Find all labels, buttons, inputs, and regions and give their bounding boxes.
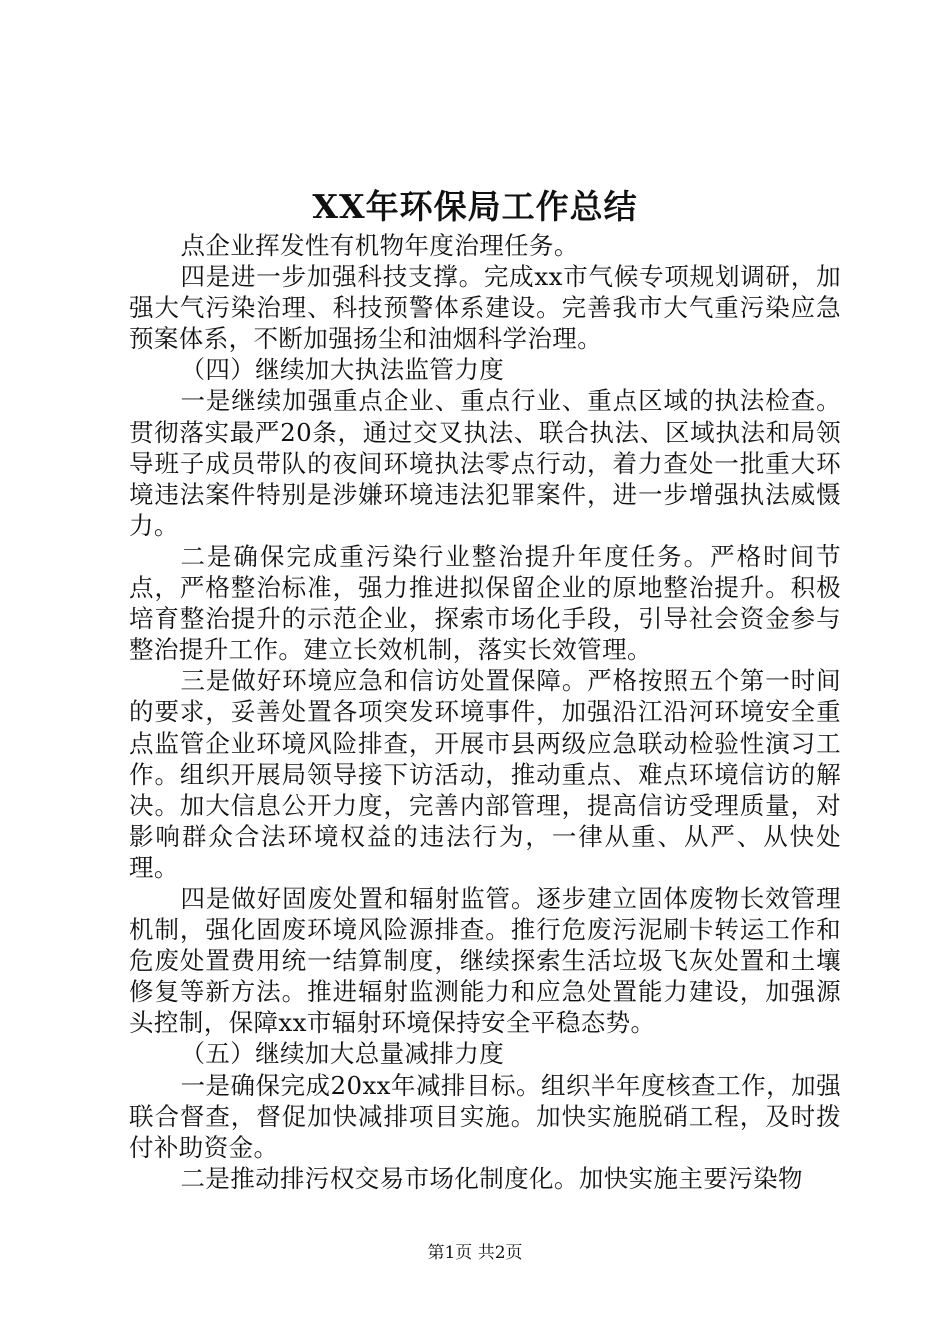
paragraph: 二是推动排污权交易市场化制度化。加快实施主要污染物 [180, 1163, 803, 1193]
page-footer: 第1页 共2页 [427, 1243, 523, 1263]
paragraph: 点企业挥发性有机物年度治理任务。 [180, 231, 579, 260]
paragraph: 一是确保完成20xx年减排目标。组织半年度核查工作，加强联合督查，督促加快减排项目实施。加快实施脱硝工程，及时拨付补助资金。 [129, 1070, 841, 1162]
paragraph: 二是确保完成重污染行业整治提升年度任务。严格时间节点，严格整治标准，强力推进拟保留企业的原地整治提升。积极培育整治提升的示范企业，探索市场化手段，引导社会资金参与整治提升工作。建立长效机制，落实长效管理。 [129, 541, 841, 665]
paragraph: 四是进一步加强科技支撑。完成xx市气候专项规划调研，加强大气污染治理、科技预警体系建设。完善我市大气重污染应急预案体系，不断加强扬尘和油烟科学治理。 [129, 262, 841, 354]
section-heading: （五）继续加大总量减排力度 [180, 1039, 505, 1069]
paragraph: 三是做好环境应急和信访处置保障。严格按照五个第一时间的要求，妥善处置各项突发环境事件，加强沿江沿河环境安全重点监管企业环境风险排查，开展市县两级应急联动检验性演习工作。组织开展局领导接下访活动，推动重点、难点环境信访的解决。加大信息公开力度，完善内部管理，提高信访受理质量，对影响群众合法环境权益的违法行为，一律从重、从严、从快处理。 [129, 666, 841, 882]
document-title: XX年环保局工作总结 [312, 187, 638, 226]
document-body [129, 230, 841, 1194]
paragraph: 四是做好固废处置和辐射监管。逐步建立固体废物长效管理机制，强化固废环境风险源排查。推行危废污泥刷卡转运工作和危废处置费用统一结算制度，继续探索生活垃圾飞灰处置和土壤修复等新方法。推进辐射监测能力和应急处置能力建设，加强源头控制，保障xx市辐射环境保持安全平稳态势。 [129, 883, 841, 1038]
paragraph: 一是继续加强重点企业、重点行业、重点区域的执法检查。贯彻落实最严20条，通过交叉执法、联合执法、区域执法和局领导班子成员带队的夜间环境执法零点行动，着力查处一批重大环境违法案件特别是涉嫌环境违法犯罪案件，进一步增强执法威慑力。 [129, 386, 841, 540]
section-heading: （四）继续加大执法监管力度 [180, 355, 505, 385]
